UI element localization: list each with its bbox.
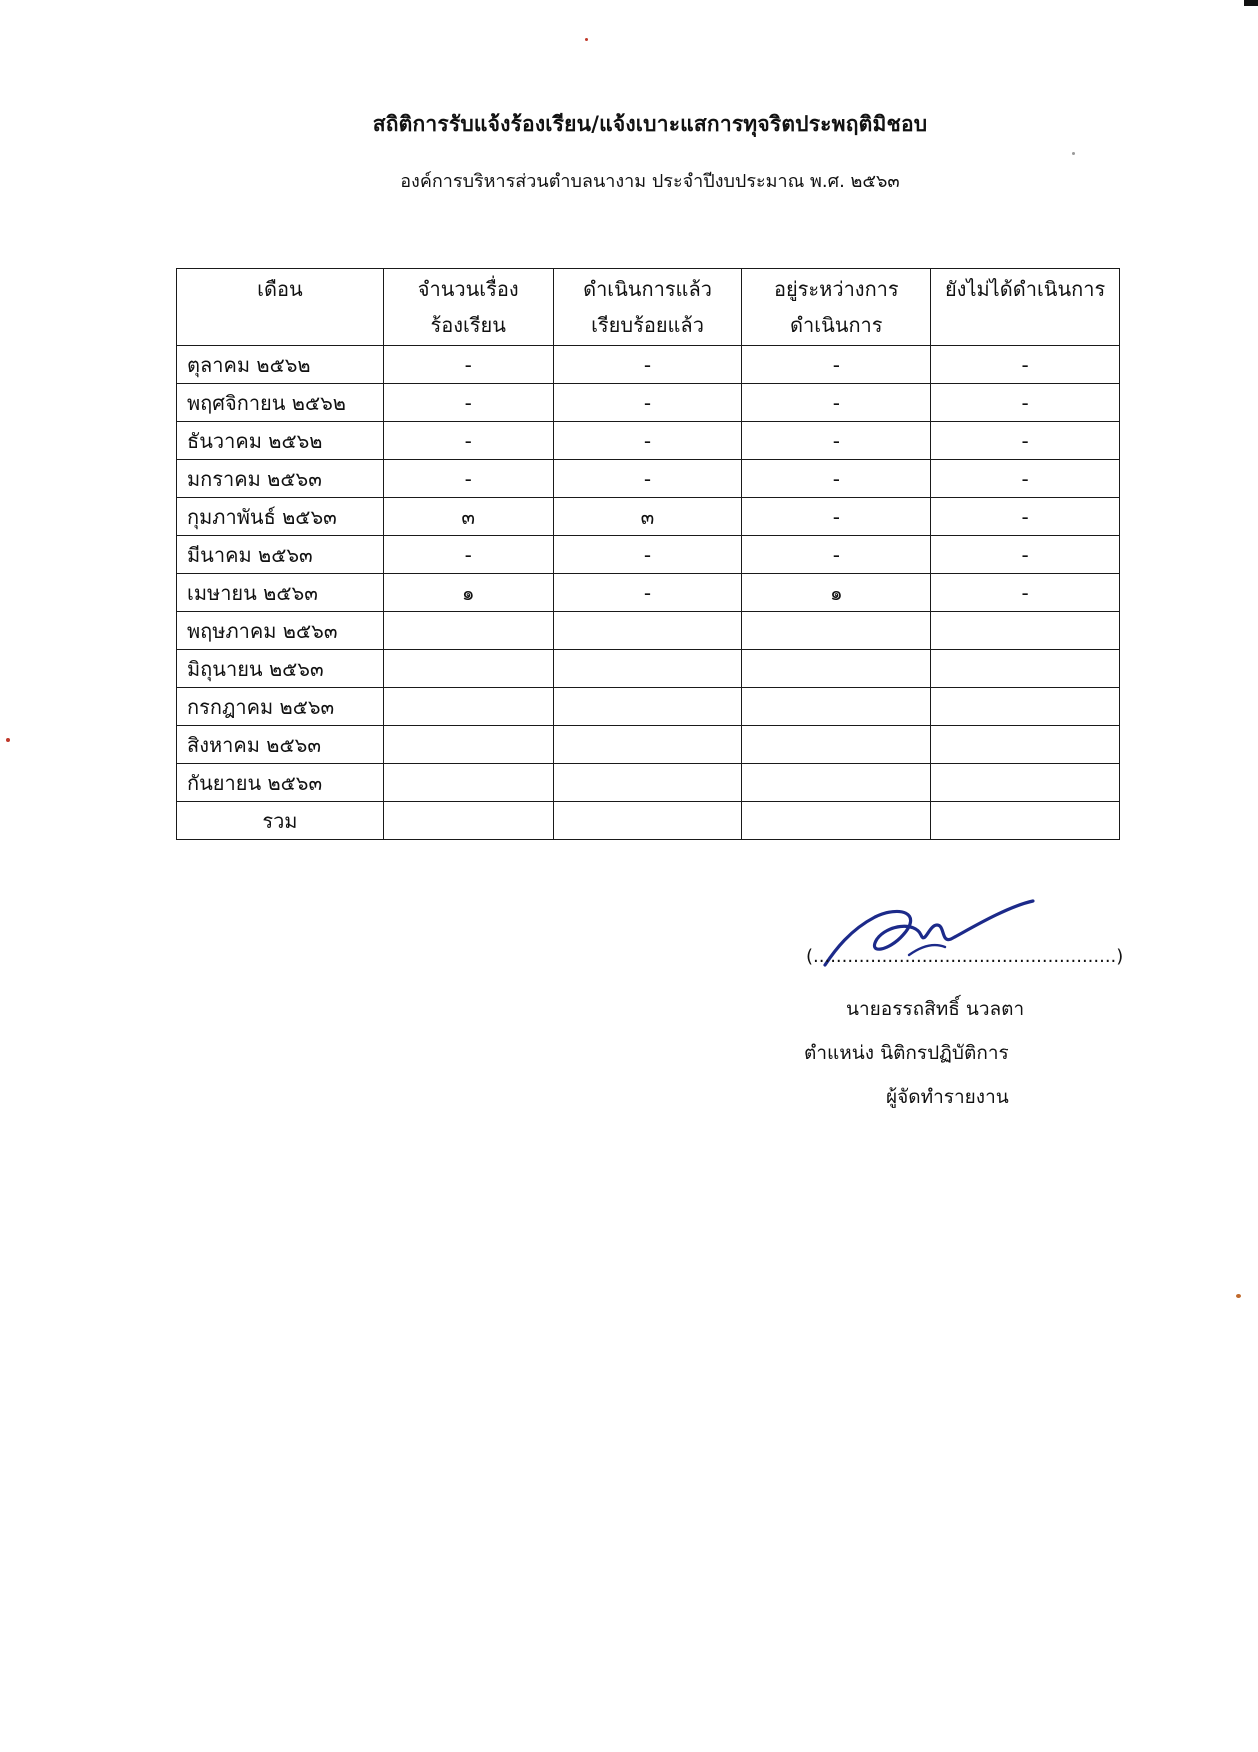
- scan-speck: [1236, 1294, 1241, 1298]
- not-started-cell: [931, 612, 1120, 650]
- complaints-cell: -: [383, 384, 553, 422]
- header-month: [177, 269, 384, 346]
- document-title: สถิติการรับแจ้งร้องเรียน/แจ้งเบาะแสการทุจริตประพฤติมิชอบ: [372, 112, 928, 136]
- in-progress-cell: [742, 650, 931, 688]
- table-row: [177, 574, 1120, 612]
- complaint-statistics-table: [176, 268, 1120, 840]
- complaints-cell: -: [383, 536, 553, 574]
- completed-cell: -: [553, 536, 742, 574]
- not-started-cell: -: [931, 384, 1120, 422]
- not-started-cell: -: [931, 574, 1120, 612]
- month-cell: ตุลาคม ๒๕๖๒: [177, 346, 384, 384]
- month-cell: พฤศจิกายน ๒๕๖๒: [177, 384, 384, 422]
- completed-cell: -: [553, 574, 742, 612]
- total-in-progress-cell: [742, 802, 931, 840]
- signer-name: นายอรรถสิทธิ์ นวลตา: [846, 998, 1025, 1020]
- scan-speck: [1072, 152, 1075, 155]
- table-row: [177, 460, 1120, 498]
- table-row: [177, 422, 1120, 460]
- month-cell: เมษายน ๒๕๖๓: [177, 574, 384, 612]
- not-started-cell: -: [931, 498, 1120, 536]
- completed-cell: [553, 650, 742, 688]
- total-complaints-cell: [383, 802, 553, 840]
- not-started-cell: [931, 688, 1120, 726]
- header-complaints-line1: จำนวนเรื่อง: [417, 277, 519, 301]
- header-completed-line1: ดำเนินการแล้ว: [583, 277, 712, 301]
- header-completed-line2: เรียบร้อยแล้ว: [591, 313, 704, 337]
- complaints-cell: ๑: [383, 574, 553, 612]
- header-in-progress: [742, 269, 931, 346]
- completed-cell: ๓: [553, 498, 742, 536]
- not-started-cell: -: [931, 536, 1120, 574]
- table-row: [177, 688, 1120, 726]
- table-row: [177, 726, 1120, 764]
- complaints-cell: [383, 688, 553, 726]
- in-progress-cell: [742, 612, 931, 650]
- in-progress-cell: ๑: [742, 574, 931, 612]
- document-subtitle: องค์การบริหารส่วนตำบลนางาม ประจำปีงบประมาณ พ.ศ. ๒๕๖๓: [400, 171, 900, 192]
- table-row: [177, 384, 1120, 422]
- table-row: [177, 650, 1120, 688]
- header-complaints-line2: ร้องเรียน: [430, 313, 506, 337]
- not-started-cell: [931, 650, 1120, 688]
- not-started-cell: -: [931, 422, 1120, 460]
- complaints-cell: -: [383, 422, 553, 460]
- not-started-cell: [931, 764, 1120, 802]
- complaints-cell: [383, 612, 553, 650]
- month-cell: กรกฎาคม ๒๕๖๓: [177, 688, 384, 726]
- signer-role: ผู้จัดทำรายงาน: [886, 1086, 1009, 1108]
- in-progress-cell: -: [742, 422, 931, 460]
- in-progress-cell: [742, 726, 931, 764]
- table-header-row: [177, 269, 1120, 346]
- completed-cell: [553, 688, 742, 726]
- completed-cell: -: [553, 422, 742, 460]
- complaints-cell: -: [383, 460, 553, 498]
- signer-position: ตำแหน่ง นิติกรปฏิบัติการ: [804, 1042, 1009, 1064]
- header-completed: [553, 269, 742, 346]
- total-row: [177, 802, 1120, 840]
- month-cell: กุมภาพันธ์ ๒๕๖๓: [177, 498, 384, 536]
- scan-edge-mark: [1244, 0, 1258, 6]
- completed-cell: [553, 726, 742, 764]
- scan-speck: [585, 38, 588, 41]
- complaints-cell: -: [383, 346, 553, 384]
- in-progress-cell: -: [742, 384, 931, 422]
- completed-cell: -: [553, 346, 742, 384]
- in-progress-cell: -: [742, 498, 931, 536]
- header-in-progress-line2: ดำเนินการ: [790, 313, 883, 337]
- total-completed-cell: [553, 802, 742, 840]
- month-cell: ธันวาคม ๒๕๖๒: [177, 422, 384, 460]
- complaints-cell: [383, 726, 553, 764]
- total-not-started-cell: [931, 802, 1120, 840]
- in-progress-cell: [742, 688, 931, 726]
- month-cell: กันยายน ๒๕๖๓: [177, 764, 384, 802]
- completed-cell: [553, 612, 742, 650]
- table-row: [177, 498, 1120, 536]
- month-cell: มกราคม ๒๕๖๓: [177, 460, 384, 498]
- table-row: [177, 612, 1120, 650]
- scan-speck: [6, 738, 10, 742]
- in-progress-cell: -: [742, 460, 931, 498]
- header-month-label: เดือน: [257, 277, 303, 301]
- complaints-cell: ๓: [383, 498, 553, 536]
- not-started-cell: -: [931, 346, 1120, 384]
- completed-cell: -: [553, 460, 742, 498]
- header-not-started-label: ยังไม่ได้ดำเนินการ: [944, 277, 1106, 301]
- in-progress-cell: [742, 764, 931, 802]
- month-cell: มีนาคม ๒๕๖๓: [177, 536, 384, 574]
- table-row: [177, 764, 1120, 802]
- completed-cell: -: [553, 384, 742, 422]
- total-label-cell: รวม: [177, 802, 384, 840]
- complaints-cell: [383, 650, 553, 688]
- not-started-cell: [931, 726, 1120, 764]
- signature-line: (.....................................................): [806, 946, 1124, 967]
- completed-cell: [553, 764, 742, 802]
- in-progress-cell: -: [742, 536, 931, 574]
- month-cell: มิถุนายน ๒๕๖๓: [177, 650, 384, 688]
- header-in-progress-line1: อยู่ระหว่างการ: [773, 277, 899, 301]
- month-cell: พฤษภาคม ๒๕๖๓: [177, 612, 384, 650]
- month-cell: สิงหาคม ๒๕๖๓: [177, 726, 384, 764]
- table-row: [177, 346, 1120, 384]
- complaints-cell: [383, 764, 553, 802]
- table-row: [177, 536, 1120, 574]
- header-not-started: [931, 269, 1120, 346]
- in-progress-cell: -: [742, 346, 931, 384]
- not-started-cell: -: [931, 460, 1120, 498]
- header-complaints: [383, 269, 553, 346]
